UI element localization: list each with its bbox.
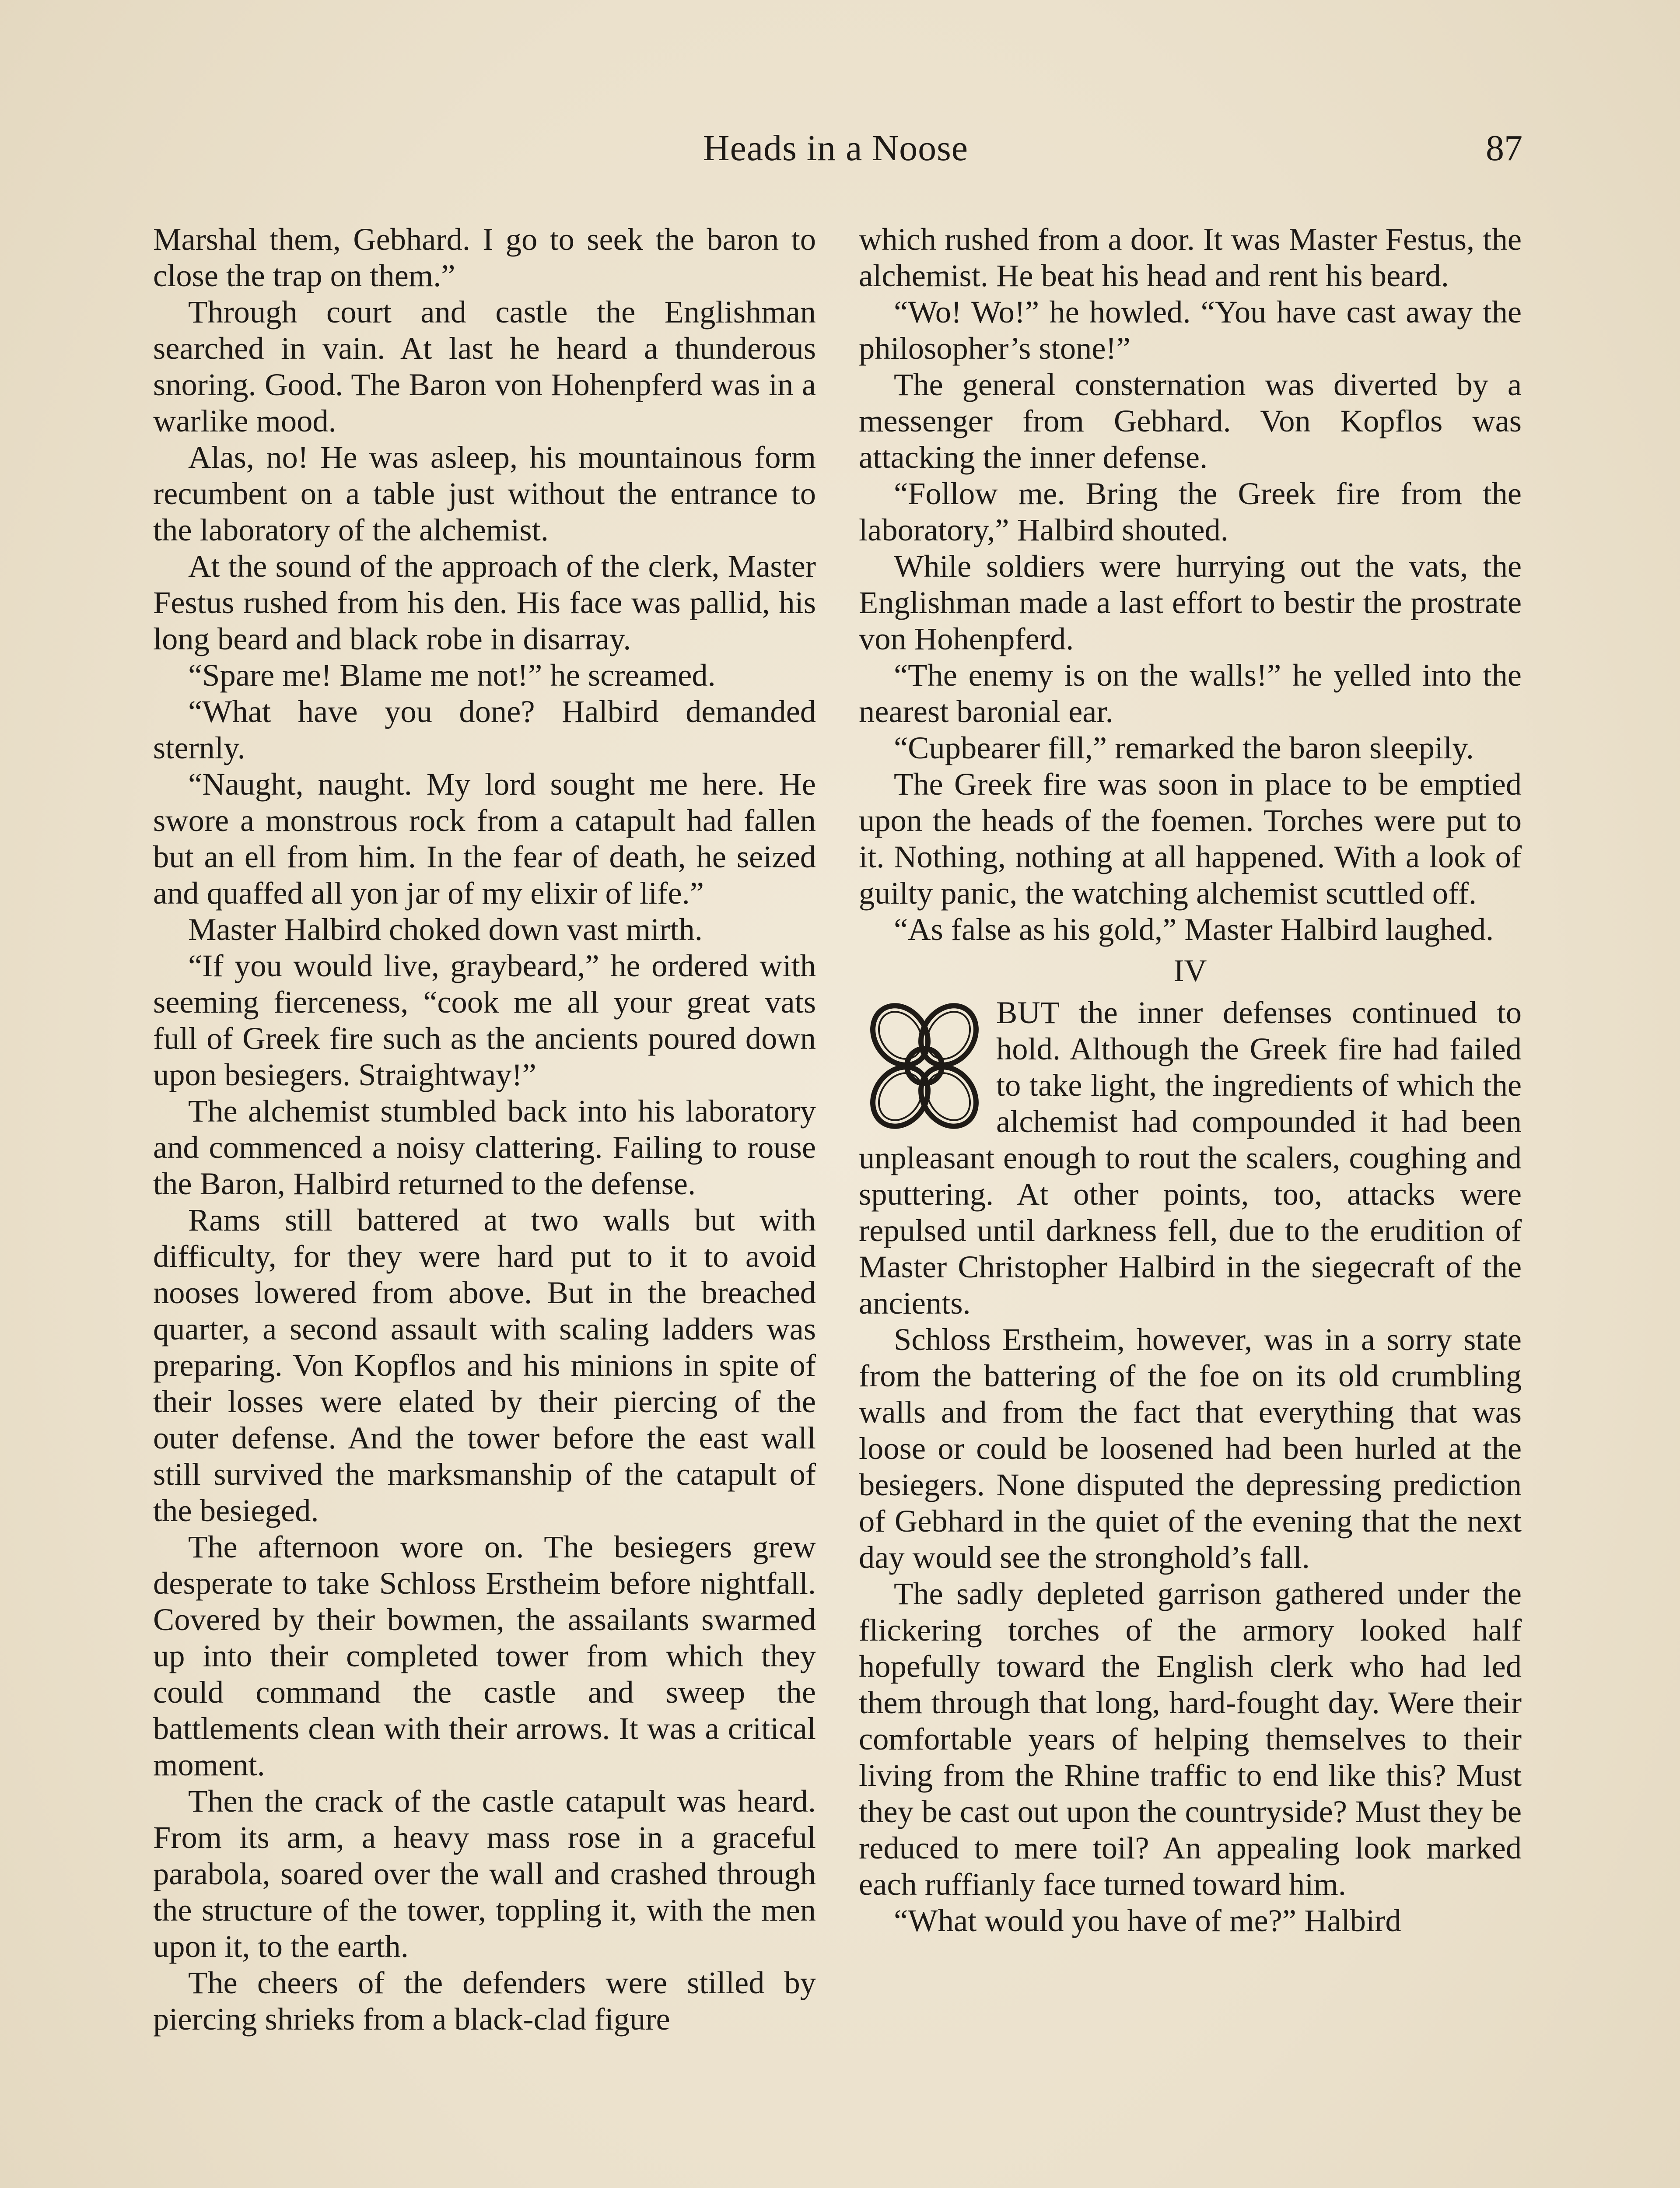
- paragraph: Master Halbird choked down vast mirth.: [188, 912, 703, 947]
- page-number: 87: [1486, 128, 1522, 168]
- paragraph: Then the crack of the castle catapult was heard. From its arm, a heavy mass rose in a graceful parabola, soared over the wall and crashed through the structure of the tower, toppling it, with the men upon it, to the earth.: [153, 1783, 816, 1964]
- paragraph: “Naught, naught. My lord sought me here. He swore a monstrous rock from a catapult had fallen but an ell from him. In the fear of death, he seized and quaffed all yon jar of my elixir of life.”: [153, 766, 816, 911]
- paragraph: Through court and castle the Englishman searched in vain. At last he heard a thunderous snoring. Good. The Baron von Hohenpferd was in a warlike mood.: [153, 294, 816, 438]
- left-column: [153, 221, 816, 2037]
- section-opening: [859, 994, 1522, 1321]
- running-head: Heads in a Noose: [703, 128, 969, 168]
- paragraph: The general consternation was diverted by a messenger from Gebhard. Von Kopflos was attacking the inner defense.: [859, 367, 1522, 475]
- paragraph: which rushed from a door. It was Master Festus, the alchemist. He beat his head and rent his beard.: [859, 221, 1522, 293]
- paragraph: “As false as his gold,” Master Halbird laughed.: [894, 912, 1494, 947]
- paragraph: The alchemist stumbled back into his laboratory and commenced a noisy clattering. Failing to rouse the Baron, Halbird returned to the defense.: [153, 1093, 816, 1201]
- paragraph: At the sound of the approach of the clerk, Master Festus rushed from his den. His face was pallid, his long beard and black robe in disarray.: [153, 548, 816, 656]
- paragraph: “Spare me! Blame me not!” he screamed.: [188, 657, 716, 693]
- paragraph: Alas, no! He was asleep, his mountainous form recumbent on a table just without the entrance to the laboratory of the alchemist.: [153, 439, 816, 547]
- paragraph: The Greek fire was soon in place to be emptied upon the heads of the foemen. Torches were put to it. Nothing, nothing at all happened. With a look of guilty panic, the watching alchemist scuttled off.: [859, 766, 1522, 911]
- page-header: [149, 127, 1522, 184]
- paragraph: “What would you have of me?” Halbird: [894, 1903, 1401, 1938]
- paragraph: While soldiers were hurrying out the vats, the Englishman made a last effort to bestir the prostrate von Hohenpferd.: [859, 548, 1522, 656]
- paragraph: The afternoon wore on. The besiegers grew desperate to take Schloss Erstheim before nightfall. Covered by their bowmen, the assailants swarmed up into their completed tower from which they could command the castle and sweep the battlements clean with their arrows. It was a critical moment.: [153, 1529, 816, 1782]
- paragraph: Schloss Erstheim, however, was in a sorry state from the battering of the foe on its old crumbling walls and from the fact that everything that was loose or could be loosened had been hurled at the besiegers. None disputed the depressing prediction of Gebhard in the quiet of the evening that the next day would see the stronghold’s fall.: [859, 1322, 1522, 1575]
- paragraph: “What have you done? Halbird demanded sternly.: [153, 694, 816, 765]
- paragraph: “Wo! Wo!” he howled. “You have cast away the philosopher’s stone!”: [859, 294, 1522, 366]
- paragraph: The cheers of the defenders were stilled by piercing shrieks from a black-clad figure: [153, 1965, 816, 2037]
- paragraph: “The enemy is on the walls!” he yelled into the nearest baronial ear.: [859, 657, 1522, 729]
- paragraph: BUT the inner defenses continued to hold. Although the Greek fire had failed to take light, the ingredients of which the alchemist had compounded it had been unpleasant enough to rout the scalers, coughing and sputtering. At other points, too, attacks were repulsed until darkness fell, due to the erudition of Master Christopher Halbird in the siegecraft of the ancients.: [859, 995, 1522, 1321]
- paragraph: The sadly depleted garrison gathered under the flickering torches of the armory looked half hopefully toward the English clerk who had led them through that long, hard-fought day. Were their comfortable years of helping themselves to their living from the Rhine traffic to end like this? Must they be cast out upon the countryside? Must they be reduced to mere toil? An appealing look marked each ruffianly face turned toward him.: [859, 1576, 1522, 1902]
- paragraph: “Cupbearer fill,” remarked the baron sleepily.: [894, 730, 1474, 765]
- paragraph: Marshal them, Gebhard. I go to seek the baron to close the trap on them.”: [153, 221, 816, 293]
- section-number: IV: [1173, 953, 1207, 988]
- knot-ornament-icon: [859, 996, 990, 1136]
- right-column: [859, 221, 1522, 1939]
- paragraph: “Follow me. Bring the Greek fire from the laboratory,” Halbird shouted.: [859, 476, 1522, 547]
- paragraph: Rams still battered at two walls but with difficulty, for they were hard put to it to avoid nooses lowered from above. But in the breached quarter, a second assault with scaling ladders was preparing. Von Kopflos and his minions in spite of their losses were elated by their piercing of the outer defense. And the tower before the east wall still survived the marksmanship of the catapult of the besieged.: [153, 1202, 816, 1528]
- paragraph: “If you would live, graybeard,” he ordered with seeming fierceness, “cook me all your great vats full of Greek fire such as the ancients poured down upon besiegers. Straightway!”: [153, 948, 816, 1092]
